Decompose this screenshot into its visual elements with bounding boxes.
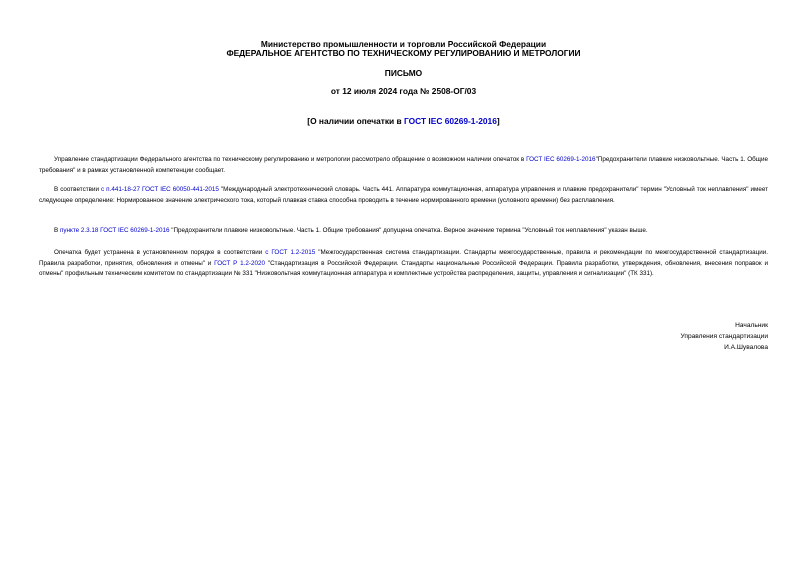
paragraph-1-text-a: Управление стандартизации Федерального агентства по техническому регулированию и метрологии рассмотрело обращение о возможном наличии опечаток в xyxy=(54,156,527,163)
signature-name: И.А.Шувалова xyxy=(724,344,768,351)
p4-gost-1-2-link[interactable]: с ГОСТ 1.2-2015 xyxy=(265,249,316,256)
paragraph-2-text-b: "Международный электротехнический словарь. Часть 441. Аппаратура коммутационная, аппаратура управления и плавкие предохранители" термин "Условный ток неплавления" имеет следующее определение: Нормированное значение электрического тока, который плавкая ставка способна проводить в течение нормированного времени (условного времени) без расплавления. xyxy=(39,186,769,204)
p3-gost-iec-60269-link[interactable]: пункте 2.3.18 ГОСТ IEC 60269-1-2016 xyxy=(59,227,170,234)
paragraph-3-text-b: "Предохранители плавкие низковольтные. Часть 1. Общие требования" допущена опечатка. Верное значение термина "Условный ток неплавления" указан выше. xyxy=(169,227,648,234)
paragraph-4-text-a: Опечатка будет устранена в установленном порядке в соответствии xyxy=(54,249,266,256)
paragraph-4-text-c: "Стандартизация в Российской Федерации. Стандарты национальные Российской Федерации. Правила разработки, утверждения, обновления, внесения поправок и отмены" профильным техническим комитетом по стандартизации № 331 "Низковольтная коммутационная аппаратура и комплектные устройства распределения, защиты, управления и сигнализации" (ТК 331). xyxy=(39,259,768,277)
document-type: ПИСЬМО xyxy=(384,68,423,78)
letter-subject xyxy=(0,116,807,126)
agency-title: ФЕДЕРАЛЬНОЕ АГЕНТСТВО ПО ТЕХНИЧЕСКОМУ РЕГУЛИРОВАНИЮ И МЕТРОЛОГИИ xyxy=(226,48,581,58)
paragraph-4 xyxy=(39,248,768,280)
paragraph-3-text-a: В xyxy=(54,227,60,234)
signature-department: Управления стандартизации xyxy=(680,333,768,340)
paragraph-4-text-b: "Межгосударственная система стандартизации. Стандарты межгосударственные, правила и рекомендации по межгосударственной стандартизации. Правила разработки, принятия, обновления и отмены" и xyxy=(39,249,768,267)
date-number: от 12 июля 2024 года № 2508-ОГ/03 xyxy=(330,86,477,96)
subject-gost-link[interactable]: ГОСТ IEC 60269-1-2016 xyxy=(404,116,497,126)
p1-gost-iec-60269-link[interactable]: ГОСТ IEC 60269-1-2016 xyxy=(526,156,596,163)
subject-prefix: [О наличии опечатки в xyxy=(307,116,404,126)
signature-position: Начальник xyxy=(735,322,768,329)
paragraph-3 xyxy=(39,226,768,237)
p2-gost-iec-60050-link[interactable]: с п.441-18-27 ГОСТ IEC 60050-441-2015 xyxy=(101,186,219,193)
subject-suffix: ] xyxy=(496,116,500,126)
paragraph-2-text-a: В соответствии xyxy=(54,186,101,193)
signature-block xyxy=(568,320,768,353)
p4-gost-r-1-2-link[interactable]: ГОСТ Р 1.2-2020 xyxy=(214,259,266,267)
paragraph-2 xyxy=(39,185,768,206)
paragraph-1 xyxy=(39,155,768,176)
ministry-title: Министерство промышленности и торговли Российской Федерации xyxy=(260,39,547,49)
paragraph-1-text-b: "Предохранители плавкие низковольтные. Часть 1. Общие требования" и в рамках установленной компетенции сообщает. xyxy=(39,156,768,174)
